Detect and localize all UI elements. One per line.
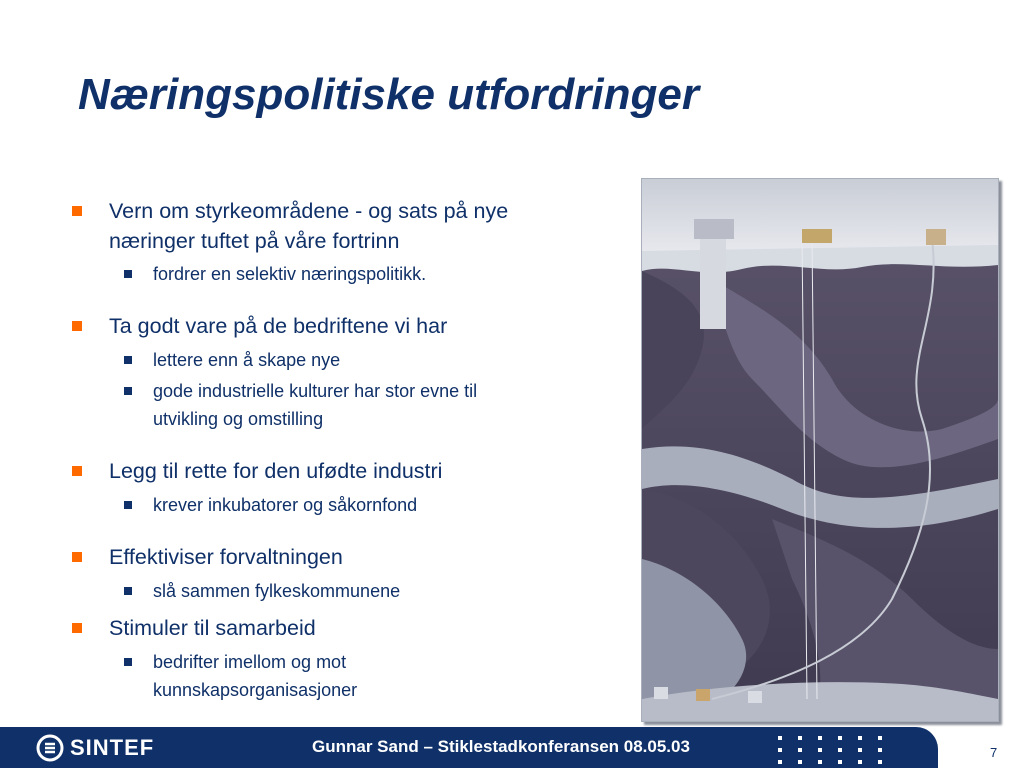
bullet-marker xyxy=(72,552,82,562)
sub-bullet-marker xyxy=(124,501,132,509)
sintef-logo xyxy=(36,735,154,761)
sub-bullet-item xyxy=(124,260,544,288)
bullet-text: Stimuler til samarbeid xyxy=(109,616,316,640)
sub-bullet-text: lettere enn å skape nye xyxy=(153,350,341,370)
subsea-field-illustration xyxy=(642,179,998,721)
sub-bullet-item xyxy=(124,577,544,605)
bullet-text: Legg til rette for den ufødte industri xyxy=(109,459,443,483)
slide-title: Næringspolitiske utfordringer xyxy=(78,70,699,119)
bullet-item xyxy=(72,311,552,341)
sub-bullet-item xyxy=(124,346,544,374)
sub-bullet-text: fordrer en selektiv næringspolitikk. xyxy=(153,264,427,284)
bullet-text: Ta godt vare på de bedriftene vi har xyxy=(109,314,448,338)
sub-bullet-marker xyxy=(124,658,132,666)
sub-bullet-text: krever inkubatorer og såkornfond xyxy=(153,495,418,515)
bullet-item xyxy=(72,613,552,643)
bullet-marker xyxy=(72,623,82,633)
sub-bullet-item xyxy=(124,377,544,433)
sub-bullet-item xyxy=(124,491,544,519)
footer xyxy=(0,727,1024,768)
bullet-item xyxy=(72,196,552,256)
sub-bullet-marker xyxy=(124,356,132,364)
sub-bullet-marker xyxy=(124,270,132,278)
sub-bullet-marker xyxy=(124,587,132,595)
bullet-marker xyxy=(72,321,82,331)
bullet-marker xyxy=(72,206,82,216)
bullet-item xyxy=(72,542,552,572)
offshore-illustration xyxy=(641,178,999,722)
page-number: 7 xyxy=(990,745,998,760)
sintef-logo-icon xyxy=(36,734,64,762)
decorative-dots xyxy=(776,734,886,764)
logo-text: SINTEF xyxy=(70,735,155,760)
bullet-text: Effektiviser forvaltningen xyxy=(109,545,343,569)
footer-presenter: Gunnar Sand – Stiklestadkonferansen 08.05.03 xyxy=(312,737,690,756)
sub-bullet-text: slå sammen fylkeskommunene xyxy=(153,581,401,601)
sub-bullet-text: bedrifter imellom og mot kunnskapsorganisasjoner xyxy=(153,652,358,700)
sub-bullet-marker xyxy=(124,387,132,395)
bullet-item xyxy=(72,456,552,486)
bullet-marker xyxy=(72,466,82,476)
sub-bullet-text: gode industrielle kulturer har stor evne til utvikling og omstilling xyxy=(153,381,478,429)
bullet-text: Vern om styrkeområdene - og sats på nye næringer tuftet på våre fortrinn xyxy=(109,199,509,253)
sub-bullet-item xyxy=(124,648,544,704)
